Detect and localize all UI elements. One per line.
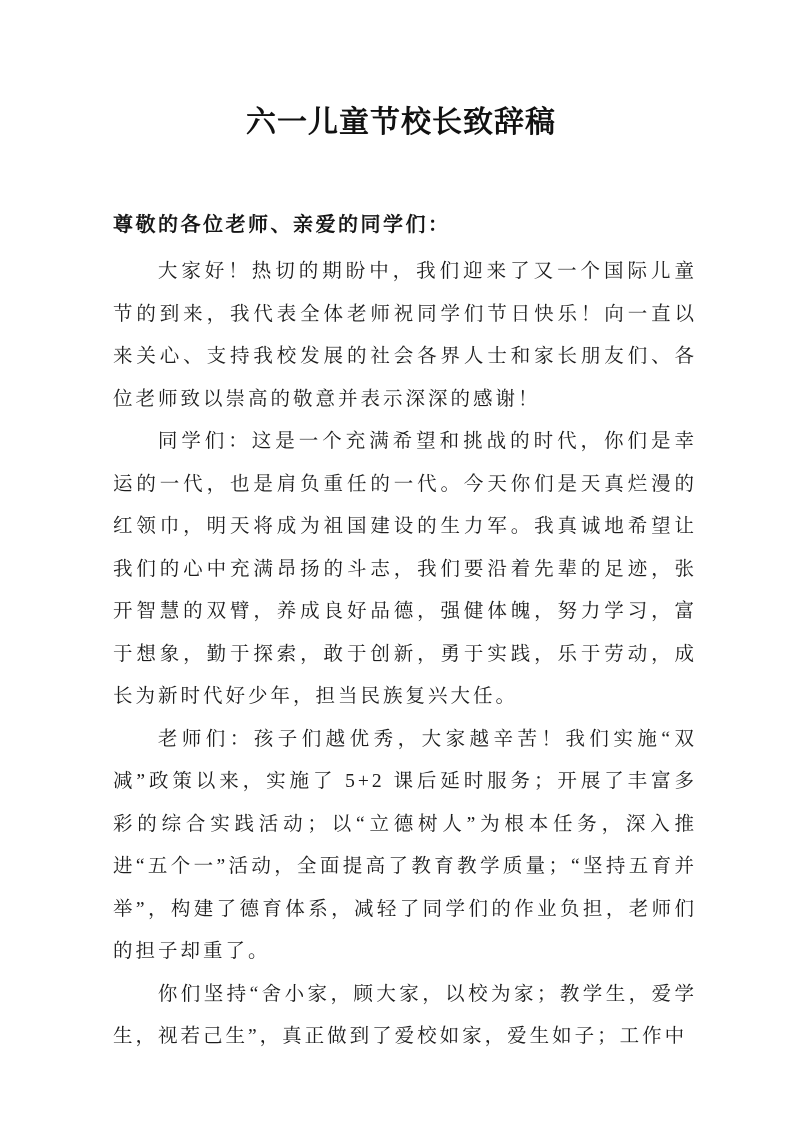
document-title: 六一儿童节校长致辞稿 (246, 106, 556, 139)
paragraph-greeting: 大家好！热切的期盼中，我们迎来了又一个国际儿童节的到来，我代表全体老师祝同学们节日快乐！向一直以来关心、支持我校发展的社会各界人士和家长朋友们、各位老师致以崇高的敬意并表示深深的感谢！ (113, 261, 697, 410)
salutation-line: 尊敬的各位老师、亲爱的同学们： (113, 214, 451, 236)
paragraph-teachers-dedication: 你们坚持“舍小家，顾大家，以校为家；教学生，爱学生，视若己生”，真正做到了爱校如家，爱生如子；工作中 (113, 983, 697, 1047)
paragraph-to-teachers: 老师们：孩子们越优秀，大家越辛苦！我们实施“双减”政策以来，实施了 5+2 课后延时服务；开展了丰富多彩的综合实践活动；以“立德树人”为根本任务，深入推进“五个一”活动，全面提高了教育教学质量；“坚持五育并举”，构建了德育体系，减轻了同学们的作业负担，老师们的担子却重了。 (113, 728, 697, 962)
paragraph-to-students: 同学们：这是一个充满希望和挑战的时代，你们是幸运的一代，也是肩负重任的一代。今天你们是天真烂漫的红领巾，明天将成为祖国建设的生力军。我真诚地希望让我们的心中充满昂扬的斗志，我们要沿着先辈的足迹，张开智慧的双臂，养成良好品德，强健体魄，努力学习，富于想象，勤于探索，敢于创新，勇于实践，乐于劳动，成长为新时代好少年，担当民族复兴大任。 (113, 431, 697, 707)
document-body (113, 251, 697, 1059)
